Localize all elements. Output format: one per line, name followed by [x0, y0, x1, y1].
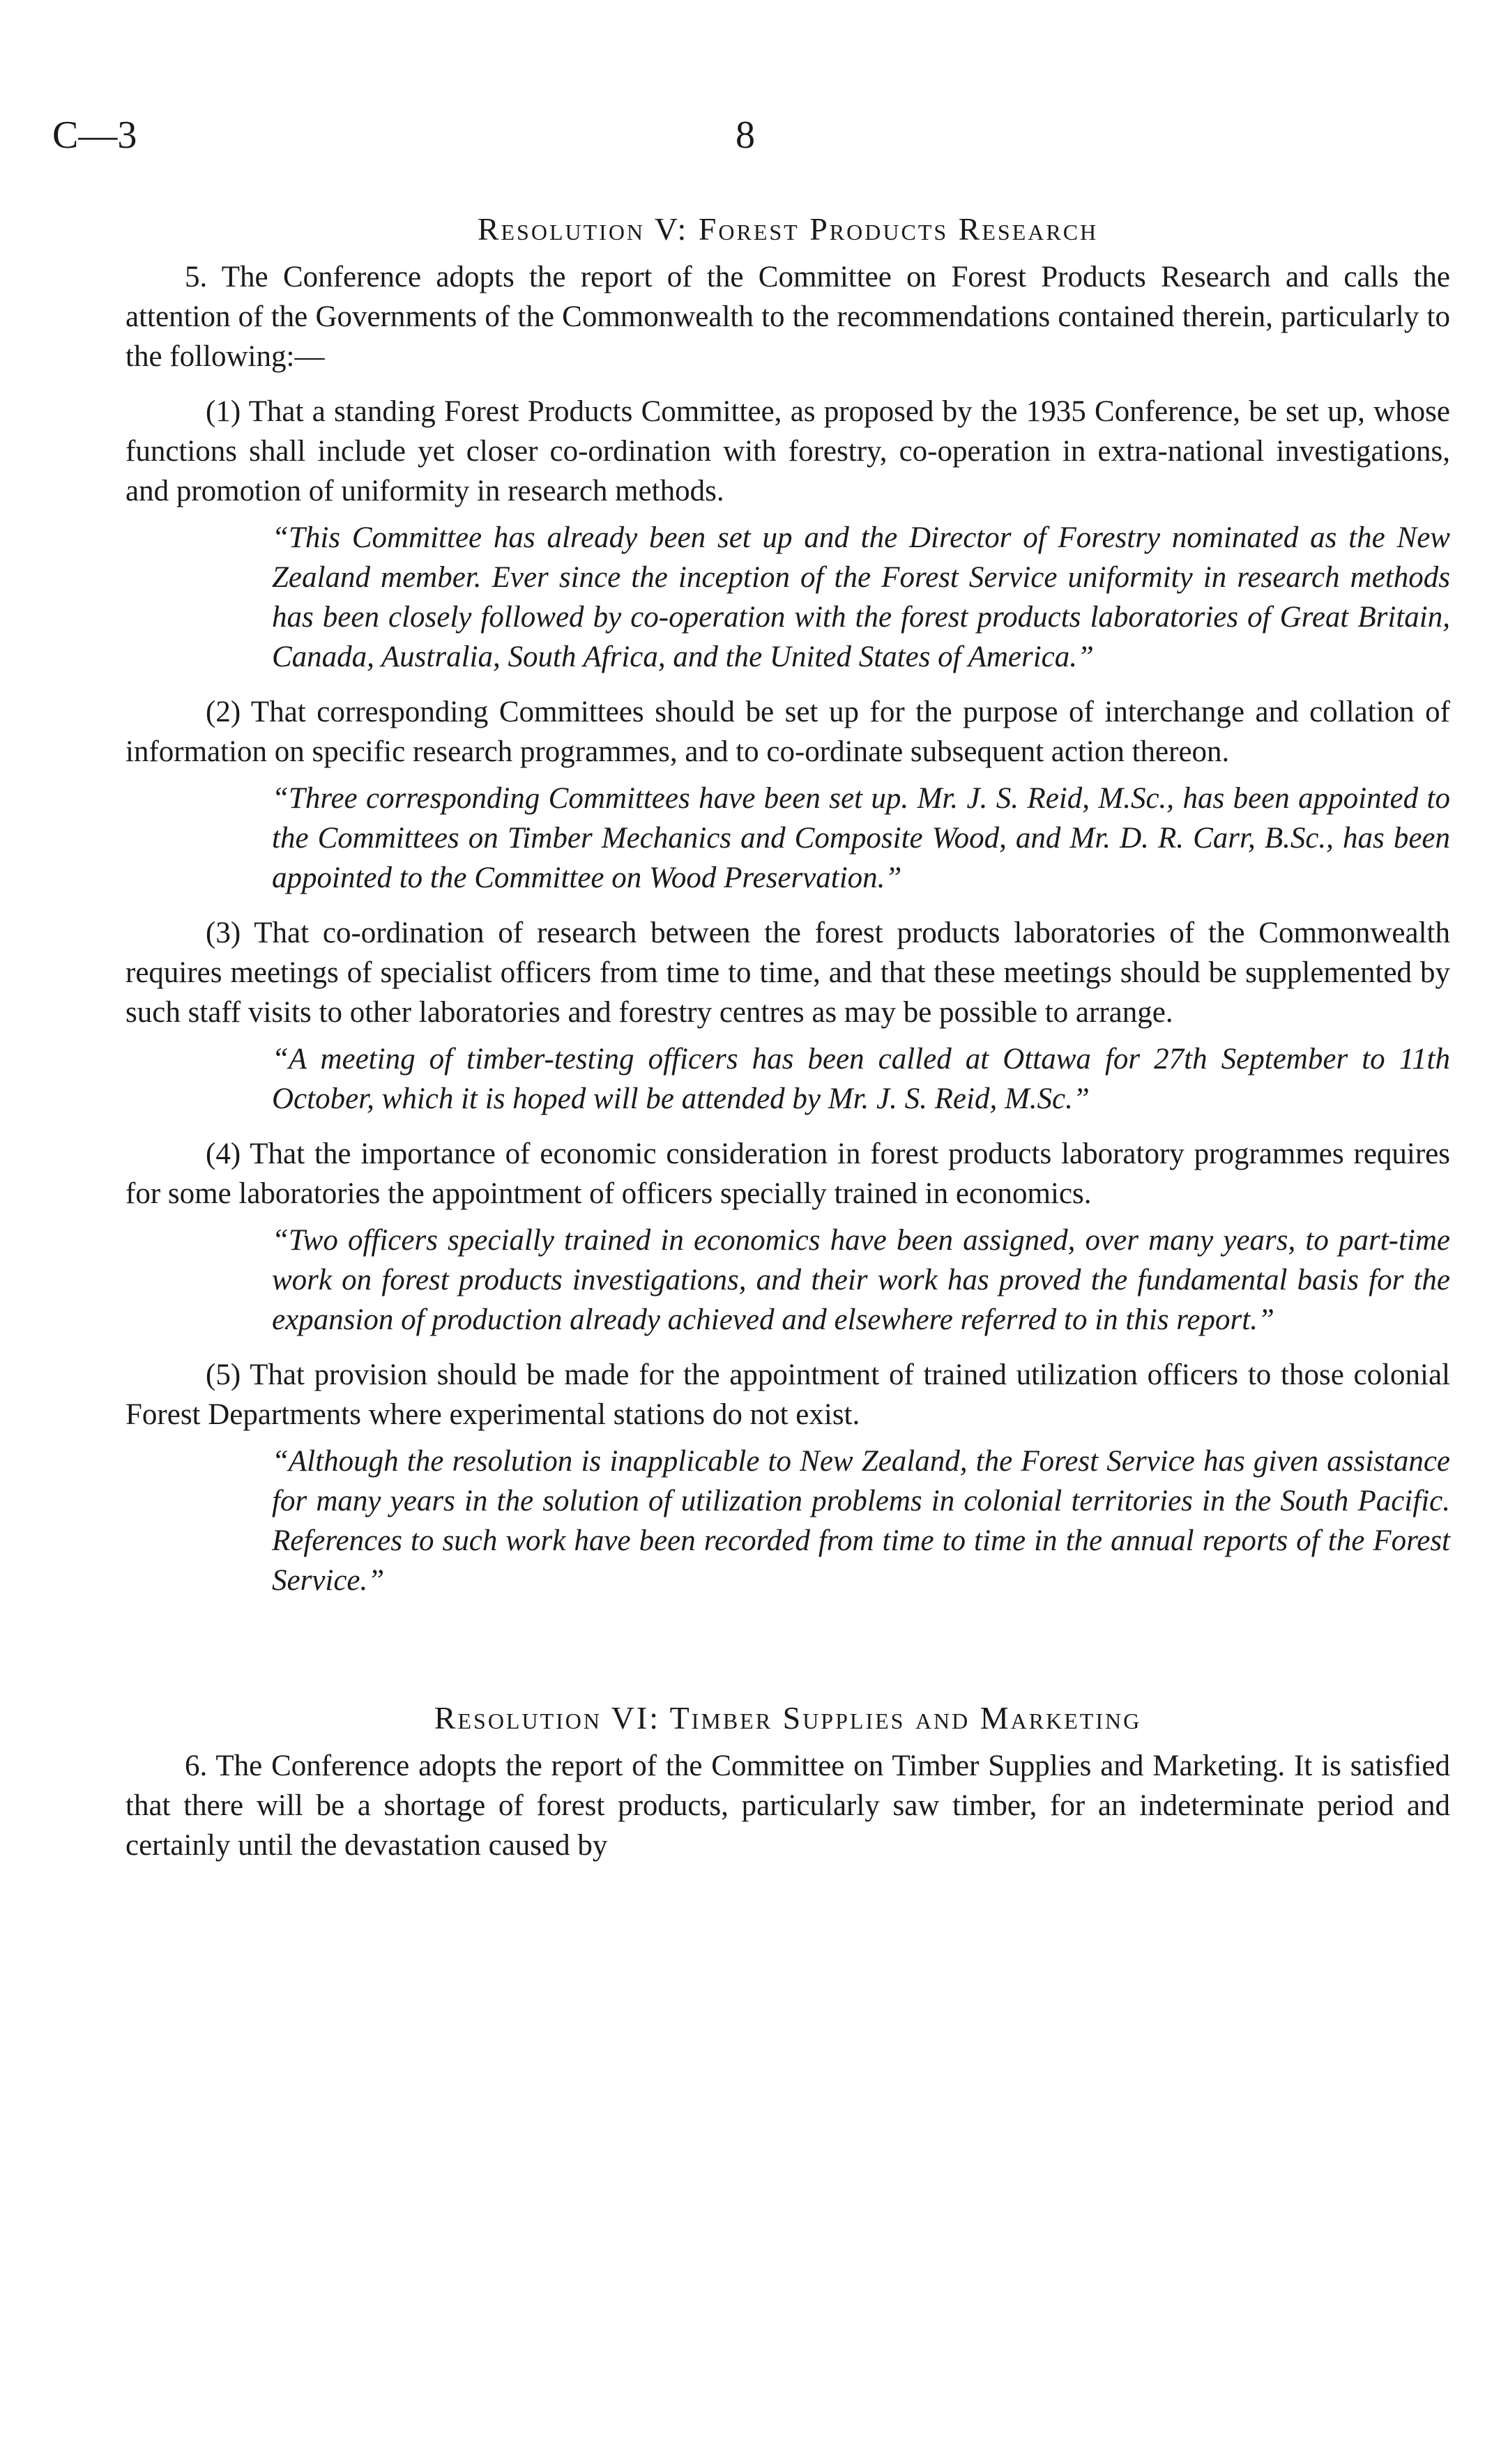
resolution-quote-5: “Although the resolution is inapplicable to New Zealand, the Forest Service has given assistance for many years in the solution of utilization problems in colonial territories in the South Pacific. References to such work have been recorded from time to time in the annual reports of the Forest Service.”	[272, 1445, 1450, 1597]
document-code: C—3	[52, 114, 137, 157]
section-title: Resolution V: Forest Products Research	[477, 211, 1099, 247]
resolution-item-1: (1) That a standing Forest Products Committee, as proposed by the 1935 Conference, be set up, whose functions shall include yet closer co-ordination with forestry, co-operation in extra-national investigations, and promotion of uniformity in research methods.	[125, 395, 1450, 507]
resolution-quote-4: “Two officers specially trained in economics have been assigned, over many years, to part-time work on forest products investigations, and their work has proved the fundamental basis for the expansion of production already achieved and elsewhere referred to in this report.”	[272, 1224, 1450, 1336]
section-title: Resolution VI: Timber Supplies and Marketing	[434, 1700, 1142, 1736]
section-intro: 5. The Conference adopts the report of the Committee on Forest Products Research and calls the attention of the Governments of the Commonwealth to the recommendations contained therein, particularly to the following:—	[125, 261, 1450, 373]
page-content	[125, 209, 1450, 1865]
resolution-quote-1: “This Committee has already been set up and the Director of Forestry nominated as the New Zealand member. Ever since the inception of the Forest Service uniformity in research methods has been closely followed by co-operation with the forest products laboratories of Great Britain, Canada, Australia, South Africa, and the United States of America.”	[272, 521, 1450, 673]
page-header	[52, 113, 1433, 162]
section-resolution-v	[125, 209, 1450, 1600]
resolution-item-2: (2) That corresponding Committees should be set up for the purpose of interchange and collation of information on specific research programmes, and to co-ordinate subsequent action thereon.	[125, 696, 1450, 768]
resolution-item-5: (5) That provision should be made for the appointment of trained utilization officers to those colonial Forest Departments where experimental stations do not exist.	[125, 1359, 1450, 1431]
page-number: 8	[736, 114, 755, 157]
resolution-item-4: (4) That the importance of economic consideration in forest products laboratory programmes requires for some laboratories the appointment of officers specially trained in economics.	[125, 1138, 1450, 1210]
section-intro: 6. The Conference adopts the report of the Committee on Timber Supplies and Marketing. It is satisfied that there will be a shortage of forest products, particularly saw timber, for an indeterminate period and certainly until the devastation caused by	[125, 1750, 1450, 1862]
resolution-quote-2: “Three corresponding Committees have been set up. Mr. J. S. Reid, M.Sc., has been appointed to the Committees on Timber Mechanics and Composite Wood, and Mr. D. R. Carr, B.Sc., has been appointed to the Committee on Wood Preservation.”	[272, 782, 1450, 894]
section-resolution-vi	[125, 1698, 1450, 1865]
resolution-item-3: (3) That co-ordination of research between the forest products laboratories of the Commonwealth requires meetings of specialist officers from time to time, and that these meetings should be supplemented by such staff visits to other laboratories and forestry centres as may be possible to arrange.	[125, 917, 1450, 1029]
resolution-quote-3: “A meeting of timber-testing officers has been called at Ottawa for 27th September to 11th October, which it is hoped will be attended by Mr. J. S. Reid, M.Sc.”	[272, 1043, 1450, 1115]
section-spacer	[125, 1600, 1450, 1698]
